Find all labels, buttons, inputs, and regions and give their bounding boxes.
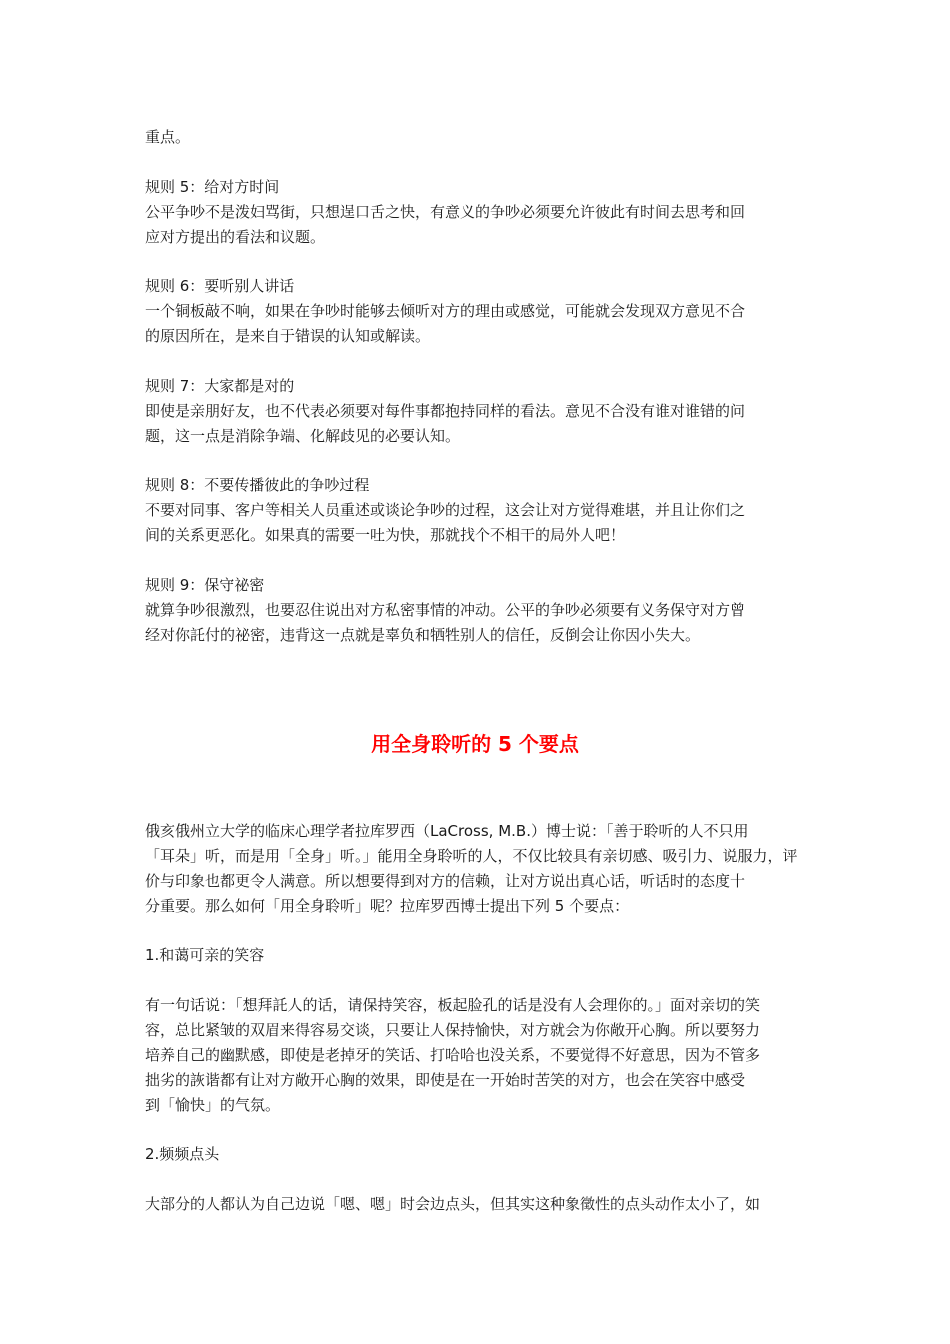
text-line: 的原因所在，是来自于错误的认知或解读。 bbox=[145, 327, 431, 345]
text-line: 一个铜板敲不响，如果在争吵时能够去倾听对方的理由或感觉，可能就会发现双方意见不合 bbox=[145, 302, 746, 320]
text-line: 拙劣的詼谐都有让对方敞开心胸的效果，即使是在一开始时苦笑的对方，也会在笑容中感受 bbox=[145, 1071, 746, 1089]
rule-heading: 规则 9：保守祕密 bbox=[145, 576, 265, 594]
text-line: 重点。 bbox=[145, 128, 191, 146]
text-line: 俄亥俄州立大学的临床心理学者拉库罗西（LaCross, M.B.）博士说：「善于聆听的人不只用 bbox=[145, 822, 749, 840]
text-line: 就算争吵很激烈，也要忍住说出对方私密事情的冲动。公平的争吵必须要有义务保守对方曾 bbox=[145, 601, 746, 619]
text-line: 到「愉快」的气氛。 bbox=[145, 1096, 281, 1114]
text-line: 即使是亲朋好友，也不代表必须要对每件事都抱持同样的看法。意见不合没有谁对谁错的问 bbox=[145, 402, 746, 420]
text-line: 间的关系更恶化。如果真的需要一吐为快，那就找个不相干的局外人吧！ bbox=[145, 526, 626, 544]
text-line: 「耳朵」听，而是用「全身」听。」能用全身聆听的人，不仅比较具有亲切感、吸引力、说服力，评 bbox=[145, 847, 798, 865]
text-line: 培养自己的幽默感，即使是老掉牙的笑话、打哈哈也没关系，不要觉得不好意思，因为不管多 bbox=[145, 1046, 761, 1064]
section-title: 用全身聆听的 5 个要点 bbox=[371, 732, 579, 756]
rule-heading: 规则 7：大家都是对的 bbox=[145, 377, 295, 395]
rule-heading: 规则 6：要听别人讲话 bbox=[145, 277, 295, 295]
text-line: 容，总比紧皱的双眉来得容易交谈，只要让人保持愉快，对方就会为你敞开心胸。所以要努力 bbox=[145, 1021, 761, 1039]
rule-heading: 规则 5：给对方时间 bbox=[145, 178, 280, 196]
text-line: 不要对同事、客户等相关人员重述或谈论争吵的过程，这会让对方觉得难堪，并且让你们之 bbox=[145, 501, 746, 519]
point-heading: 2.频频点头 bbox=[145, 1145, 220, 1163]
text-line: 公平争吵不是泼妇骂街，只想逞口舌之快，有意义的争吵必须要允许彼此有时间去思考和回 bbox=[145, 203, 746, 221]
text-line: 经对你託付的祕密，违背这一点就是辜负和牺牲别人的信任，反倒会让你因小失大。 bbox=[145, 626, 701, 644]
text-line: 题，这一点是消除争端、化解歧见的必要认知。 bbox=[145, 427, 461, 445]
point-heading: 1.和蔼可亲的笑容 bbox=[145, 946, 265, 964]
text-line: 大部分的人都认为自己边说「嗯、嗯」时会边点头，但其实这种象徵性的点头动作太小了，如 bbox=[145, 1195, 761, 1213]
text-line: 有一句话说：「想拜託人的话，请保持笑容，板起脸孔的话是没有人会理你的。」面对亲切的笑 bbox=[145, 996, 761, 1014]
text-line: 价与印象也都更令人满意。所以想要得到对方的信赖，让对方说出真心话，听话时的态度十 bbox=[145, 872, 746, 890]
text-line: 应对方提出的看法和议题。 bbox=[145, 228, 326, 246]
rule-heading: 规则 8：不要传播彼此的争吵过程 bbox=[145, 476, 370, 494]
text-line: 分重要。那么如何「用全身聆听」呢？拉库罗西博士提出下列 5 个要点： bbox=[145, 897, 630, 915]
